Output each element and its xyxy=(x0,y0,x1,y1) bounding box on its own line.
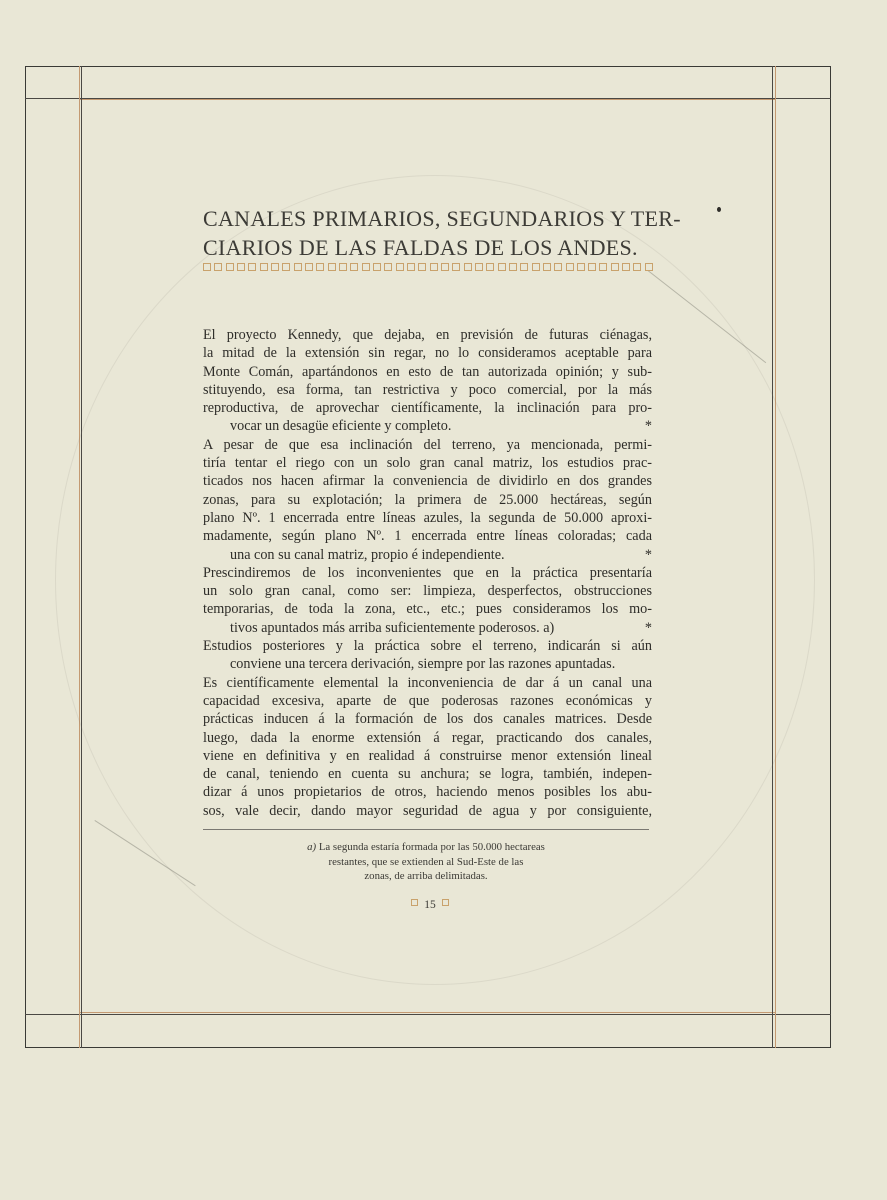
title-line-1: CANALES PRIMARIOS, SEGUNDARIOS Y TER- xyxy=(203,206,681,231)
ornament-square-icon xyxy=(532,263,540,271)
ornament-square-icon xyxy=(498,263,506,271)
ornament-square-icon xyxy=(214,263,222,271)
body-line: dizar á unos propietarios de otros, haciendo menos posibles los abu- xyxy=(203,784,652,801)
asterisk-mark: * xyxy=(644,546,652,563)
ornament-square-icon xyxy=(384,263,392,271)
body-line-text: una con su canal matriz, propio é independiente. xyxy=(230,546,505,563)
body-line: tiría tentar el riego con un solo gran canal matriz, los estudios prac- xyxy=(203,455,652,472)
ornament-square-icon xyxy=(475,263,483,271)
body-line-paragraph-end xyxy=(203,546,652,564)
ornament-square-icon xyxy=(588,263,596,271)
ornament-square-icon xyxy=(373,263,381,271)
ornament-square-icon xyxy=(520,263,528,271)
ornament-square-icon xyxy=(622,263,630,271)
frame-rule-bottom xyxy=(25,1014,831,1015)
body-line: capacidad excesiva, aparte de que poderosas razones económicas y xyxy=(203,692,652,709)
body-line: ticados nos hacen afirmar la conveniencia de dividirlo en dos grandes xyxy=(203,473,652,490)
body-line: prácticas inducen á la formación de los dos canales matrices. Desde xyxy=(203,711,652,728)
body-line: la mitad de la extensión sin regar, no lo consideramos aceptable para xyxy=(203,345,652,362)
footnote-line-3: zonas, de arriba delimitadas. xyxy=(364,870,488,882)
body-text xyxy=(203,326,652,820)
ornament-square-icon xyxy=(294,263,302,271)
ornament-square-icon xyxy=(442,899,449,906)
ornament-square-icon xyxy=(282,263,290,271)
page-number xyxy=(380,899,480,911)
ornament-square-icon xyxy=(407,263,415,271)
body-line: A pesar de que esa inclinación del terreno, ya mencionada, permi- xyxy=(203,436,652,453)
footnote-line-1 xyxy=(203,840,649,855)
body-line: stituyendo, esa forma, tan restrictiva y poco comercial, por la más xyxy=(203,381,652,398)
footnote-rule xyxy=(203,829,649,830)
ornament-square-icon xyxy=(396,263,404,271)
body-line: madamente, según plano Nº. 1 encerrada entre líneas coloradas; cada xyxy=(203,528,652,545)
ornament-square-icon xyxy=(599,263,607,271)
body-line: de canal, teniendo en cuenta su anchura; se logra, también, indepen- xyxy=(203,766,652,783)
body-line: un solo gran canal, como ser: limpieza, desperfectos, obstrucciones xyxy=(203,583,652,600)
ornament-square-icon xyxy=(430,263,438,271)
ornament-square-icon xyxy=(611,263,619,271)
ornament-square-icon xyxy=(328,263,336,271)
footnote xyxy=(203,840,649,884)
ink-dot xyxy=(717,207,721,212)
body-line: zonas, para su explotación; la primera de 25.000 hectáreas, según xyxy=(203,491,652,508)
body-line-paragraph-end xyxy=(203,417,652,435)
ornament-square-icon xyxy=(486,263,494,271)
frame-rule-bottom-inner xyxy=(79,1012,776,1013)
body-line: temporarias, de toda la zona, etc., etc.; pues consideramos los mo- xyxy=(203,601,652,618)
body-line: reproductiva, de aprovechar científicamente, la inclinación para pro- xyxy=(203,400,652,417)
frame-rule-top-inner xyxy=(79,99,776,100)
body-line: Es científicamente elemental la inconveniencia de dar á un canal una xyxy=(203,674,652,691)
body-line: plano Nº. 1 encerrada entre líneas azules, la segunda de 50.000 aproxi- xyxy=(203,509,652,526)
ornament-square-icon xyxy=(509,263,517,271)
page-title xyxy=(203,204,681,262)
ornament-square-icon xyxy=(339,263,347,271)
ornament-square-icon xyxy=(305,263,313,271)
ornament-square-icon xyxy=(248,263,256,271)
body-line: El proyecto Kennedy, que dejaba, en previsión de futuras ciénagas, xyxy=(203,327,652,343)
body-line: Monte Comán, apartándonos en esto de tan autorizada opinión; y sub- xyxy=(203,363,652,380)
ornament-square-icon xyxy=(350,263,358,271)
body-line-text: tivos apuntados más arriba suficientemente poderosos. a) xyxy=(230,619,555,636)
ornament-square-icon xyxy=(316,263,324,271)
footnote-mark: a) xyxy=(307,841,317,853)
ornament-square-icon xyxy=(464,263,472,271)
asterisk-mark: * xyxy=(644,619,652,636)
ornament-square-icon xyxy=(411,899,418,906)
ornament-square-icon xyxy=(577,263,585,271)
ornament-square-icon xyxy=(362,263,370,271)
body-line: viene en definitiva y en realidad á construirse menor extensión lineal xyxy=(203,747,652,764)
body-line: luego, dada la enorme extensión á regar, practicando dos canales, xyxy=(203,729,652,746)
ornament-square-icon xyxy=(271,263,279,271)
ornament-square-icon xyxy=(452,263,460,271)
asterisk-mark: * xyxy=(644,418,652,435)
page-number-text: 15 xyxy=(424,899,436,911)
footnote-line-2: restantes, que se extienden al Sud-Este de las xyxy=(328,855,524,868)
ornament-square-icon xyxy=(441,263,449,271)
body-line: Estudios posteriores y la práctica sobre el terreno, indicarán si aún xyxy=(203,638,652,655)
title-line-2: CIARIOS DE LAS FALDAS DE LOS ANDES. xyxy=(203,235,638,260)
ornament-square-icon xyxy=(226,263,234,271)
ornament-square-icon xyxy=(260,263,268,271)
body-line: sos, vale decir, dando mayor seguridad de agua y por consiguiente, xyxy=(203,802,652,819)
ornament-square-icon xyxy=(633,263,641,271)
ornament-square-icon xyxy=(237,263,245,271)
ornament-square-icon xyxy=(566,263,574,271)
ornament-square-icon xyxy=(645,263,653,271)
body-line-text: vocar un desagüe eficiente y completo. xyxy=(230,418,452,435)
body-line-paragraph-end: conviene una tercera derivación, siempre por las razones apuntadas. xyxy=(230,656,616,673)
body-line: Prescindiremos de los inconvenientes que en la práctica presentaría xyxy=(203,564,652,581)
body-line-paragraph-end xyxy=(203,619,652,637)
ornament-square-icon xyxy=(418,263,426,271)
ornament-square-icon xyxy=(554,263,562,271)
ornament-square-icon xyxy=(543,263,551,271)
footnote-text: La segunda estaría formada por las 50.000 hectareas xyxy=(318,841,545,853)
ornament-square-icon xyxy=(203,263,211,271)
decorative-square-border xyxy=(203,262,653,274)
